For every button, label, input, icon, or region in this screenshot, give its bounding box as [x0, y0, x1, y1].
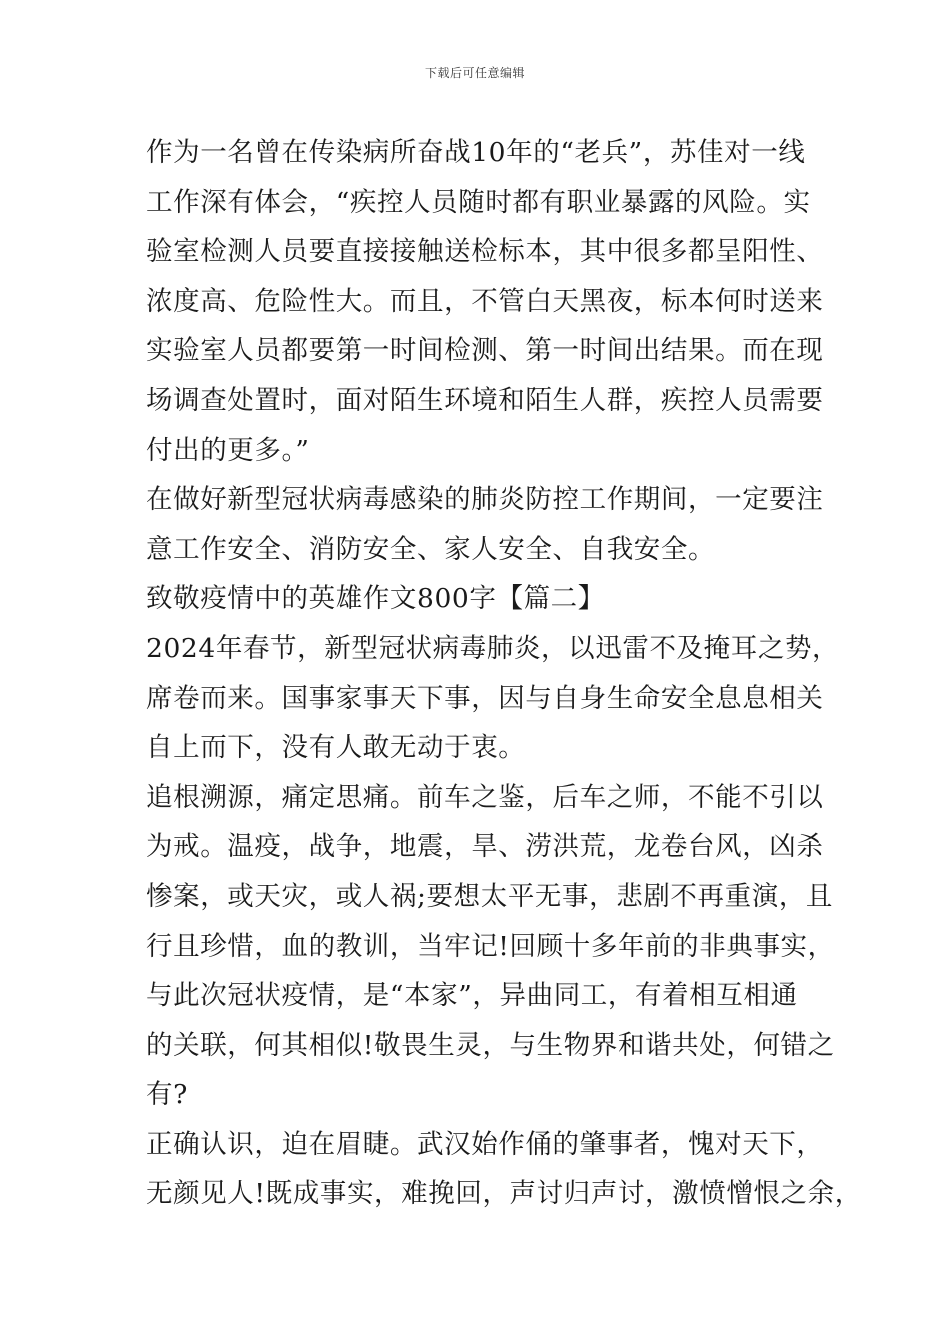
text-line: 2024年春节，新型冠状病毒肺炎，以迅雷不及掩耳之势， [146, 632, 840, 664]
body-text [146, 128, 862, 1219]
text-line: 工作深有体会，“疾控人员随时都有职业暴露的风险。实 [146, 186, 811, 218]
text-line: 验室检测人员要直接接触送检标本，其中很多都呈阳性、 [146, 236, 824, 268]
text-line: 实验室人员都要第一时间检测、第一时间出结果。而在现 [146, 335, 824, 367]
text-line: 追根溯源，痛定思痛。前车之鉴，后车之师，不能不引以 [146, 781, 824, 813]
text-line: 席卷而来。国事家事天下事，因与自身生命安全息息相关 [146, 682, 824, 714]
text-line: 的关联，何其相似!敬畏生灵，与生物界和谐共处，何错之 [146, 1029, 835, 1061]
text-line: 与此次冠状疫情，是“本家”，异曲同工，有着相互相通 [146, 980, 798, 1012]
text-line: 浓度高、危险性大。而且，不管白天黑夜，标本何时送来 [146, 285, 824, 317]
text-line: 付出的更多。” [146, 434, 310, 466]
text-line: 无颜见人!既成事实，难挽回，声讨归声讨，激愤憎恨之余， [146, 1178, 862, 1210]
text-line: 正确认识，迫在眉睫。武汉始作俑的肇事者，愧对天下， [146, 1128, 824, 1160]
text-line: 惨案，或天灾，或人祸;要想太平无事，悲剧不再重演，且 [146, 880, 834, 912]
text-line: 场调查处置时，面对陌生环境和陌生人群，疾控人员需要 [146, 384, 824, 416]
text-line: 自上而下，没有人敢无动于衷。 [146, 732, 526, 764]
page-header: 下载后可任意编辑 [424, 66, 525, 80]
text-line: 为戒。温疫，战争，地震，旱、涝洪荒，龙卷台风，凶杀 [146, 831, 824, 863]
text-line: 行且珍惜，血的教训，当牢记!回顾十多年前的非典事实， [146, 930, 835, 962]
section-title: 致敬疫情中的英雄作文800字【篇二】 [146, 583, 605, 615]
text-line: 作为一名曾在传染病所奋战10年的“老兵”，苏佳对一线 [146, 137, 806, 168]
text-line: 意工作安全、消防安全、家人安全、自我安全。 [146, 533, 716, 565]
text-line: 有? [146, 1079, 188, 1111]
text-line: 在做好新型冠状病毒感染的肺炎防控工作期间，一定要注 [146, 484, 824, 516]
